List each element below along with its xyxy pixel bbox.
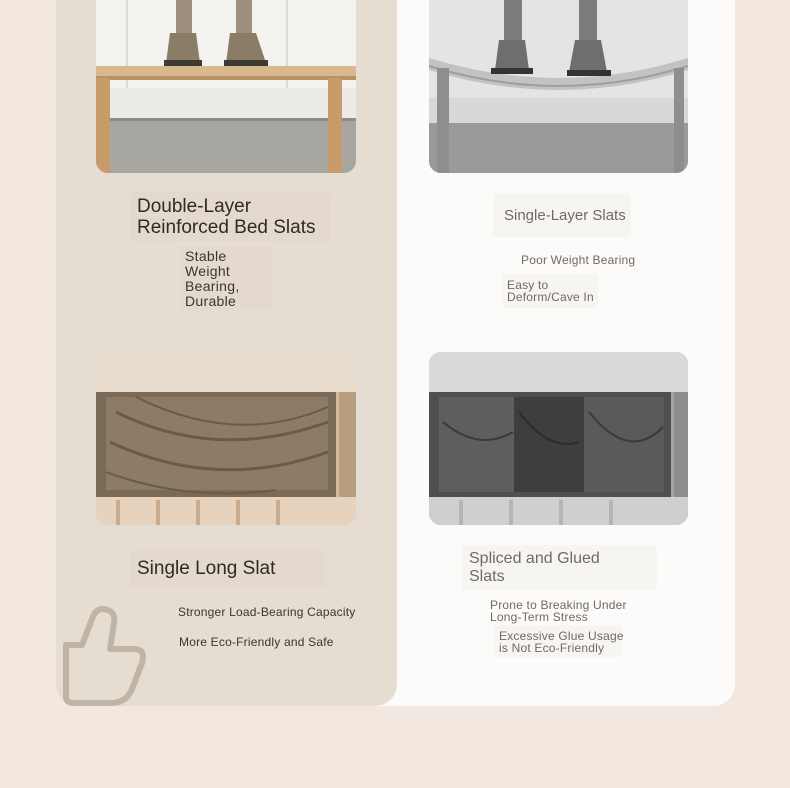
single-long-slat-title: Single Long Slat [137,558,276,579]
single-layer-slats-title: Single-Layer Slats [504,207,626,224]
single-layer-drawback-1: Poor Weight Bearing [521,253,636,267]
single-layer-drawback-2: Easy to Deform/Cave In [507,278,594,304]
reinforced-slats-benefit: Stable Weight Bearing, Durable [185,248,240,309]
reinforced-slats-photo [96,0,356,173]
spliced-glued-drawback-2: Excessive Glue Usage is Not Eco-Friendly [499,629,624,655]
spliced-glued-slats-title: Spliced and Glued Slats [469,550,600,585]
single-long-slat-benefit-1: Stronger Load-Bearing Capacity [178,605,356,619]
spliced-glued-drawback-1: Prone to Breaking Under Long-Term Stress [490,598,627,624]
single-layer-slats-photo [429,0,688,173]
reinforced-slats-title: Double-Layer Reinforced Bed Slats [137,196,316,238]
thumbs-up-icon [56,605,148,706]
spliced-glued-slat-photo [429,352,688,525]
single-long-slat-photo [96,352,356,525]
single-long-slat-benefit-2: More Eco-Friendly and Safe [179,635,334,649]
